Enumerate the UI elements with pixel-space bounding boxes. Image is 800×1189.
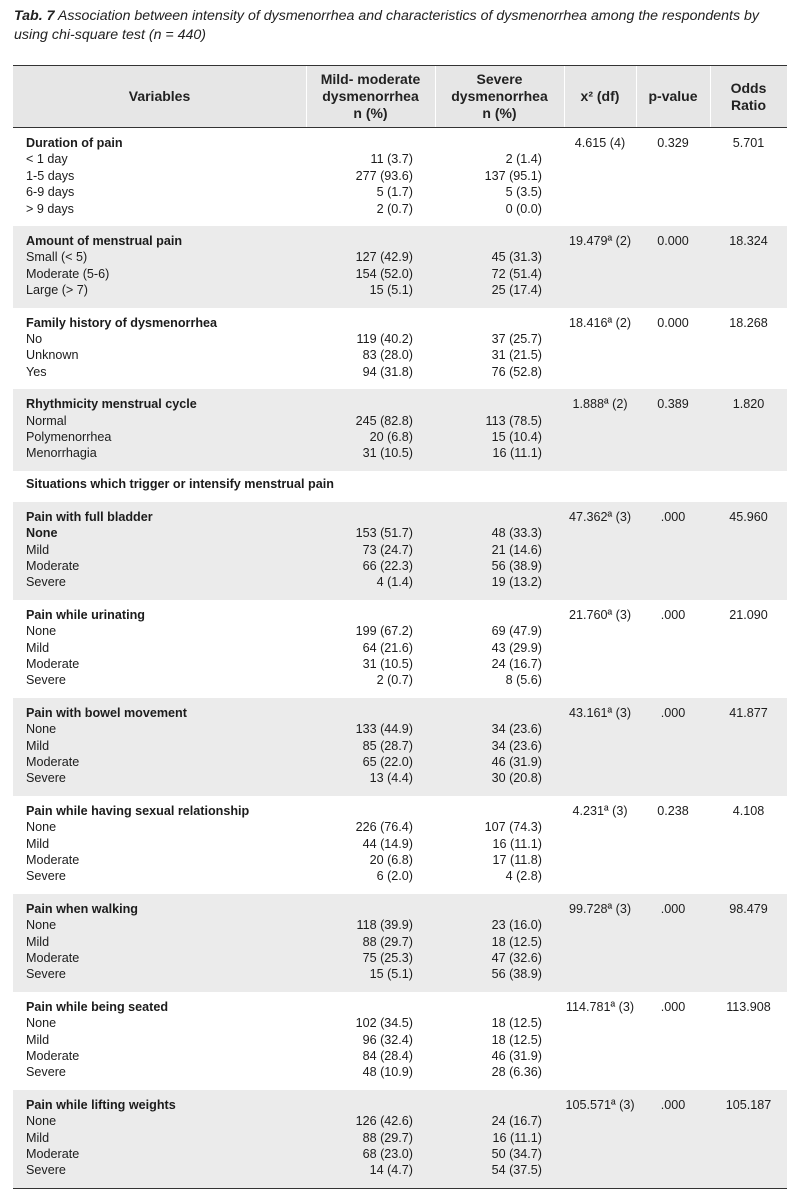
mild-moderate-count: 20 (6.8) — [369, 429, 413, 444]
mild-moderate-count: 31 (10.5) — [362, 656, 413, 671]
category-label: Mild — [26, 836, 50, 851]
mild-moderate-count: 118 (39.9) — [356, 918, 413, 933]
variable-group — [13, 894, 787, 992]
variable-group — [13, 992, 787, 1090]
variable-title: Amount of menstrual pain — [26, 234, 183, 248]
mild-moderate-count: 14 (4.7) — [369, 1163, 413, 1178]
severe-count: 15 (10.4) — [491, 429, 542, 444]
variable-group — [13, 796, 787, 894]
mild-moderate-count: 44 (14.9) — [362, 836, 413, 851]
odds-ratio-cell: 18.324 — [729, 234, 768, 248]
odds-ratio-cell: 45.960 — [729, 509, 768, 524]
odds-ratio-cell: 113.908 — [726, 999, 771, 1014]
mild-moderate-count: 96 (32.4) — [362, 1032, 413, 1047]
severe-count: 107 (74.3) — [484, 820, 542, 835]
category-label: Normal — [26, 413, 67, 428]
severe-count: 0 (0.0) — [505, 201, 542, 216]
odds-ratio-cell: 21.090 — [729, 607, 768, 622]
header-chi-square — [564, 66, 636, 127]
category-label: Mild — [26, 1032, 50, 1047]
variable-group — [13, 502, 787, 600]
mild-moderate-count: 66 (22.3) — [362, 558, 413, 573]
odds-ratio-cell: 105.187 — [725, 1097, 772, 1112]
category-label: No — [26, 331, 43, 346]
severe-count: 34 (23.6) — [491, 738, 542, 753]
severe-count: 16 (11.1) — [492, 836, 542, 851]
category-label: < 1 day — [26, 152, 68, 167]
severe-count: 28 (6.36) — [491, 1065, 542, 1080]
variable-title: Pain while being seated — [26, 999, 169, 1014]
chi-square-value: 47.362ª (3) — [568, 509, 632, 524]
p-value-cell: .000 — [660, 1097, 686, 1112]
odds-ratio-cell: 5.701 — [732, 136, 765, 150]
header-line: x² (df) — [580, 88, 620, 104]
odds-ratio-cell: 4.108 — [732, 803, 765, 818]
category-label: 6-9 days — [26, 185, 75, 200]
mild-moderate-count: 6 (2.0) — [376, 869, 413, 884]
category-label: Moderate — [26, 852, 80, 867]
header-odds-ratio — [710, 66, 787, 127]
header-variables — [13, 66, 306, 127]
p-value-cell: .000 — [660, 705, 686, 720]
category-label: Moderate — [26, 1048, 80, 1063]
category-label: Moderate — [26, 754, 80, 769]
category-label: None — [26, 1114, 57, 1129]
header-line: n (%) — [353, 105, 388, 121]
severe-count: 76 (52.8) — [491, 364, 542, 379]
category-label: Small (< 5) — [26, 250, 88, 265]
category-label: Severe — [26, 575, 66, 590]
category-label: Large (> 7) — [26, 283, 88, 298]
severe-count: 46 (31.9) — [491, 754, 542, 769]
mild-moderate-count: 4 (1.4) — [376, 575, 413, 590]
chi-square-value: 1.888ª (2) — [572, 397, 628, 412]
category-label: Yes — [26, 364, 47, 379]
header-divider — [306, 66, 307, 127]
severe-count: 47 (32.6) — [491, 950, 542, 965]
header-mild-moderate — [306, 66, 435, 127]
category-label: Mild — [26, 1130, 50, 1145]
table-caption — [14, 7, 789, 45]
mild-moderate-count: 15 (5.1) — [369, 283, 413, 298]
severe-count: 30 (20.8) — [491, 771, 542, 786]
severe-count: 113 (78.5) — [485, 413, 542, 428]
variable-group — [13, 600, 787, 698]
p-value-cell: 0.238 — [657, 803, 689, 818]
severe-count: 56 (38.9) — [491, 967, 542, 982]
section-heading-text: Situations which trigger or intensify menstrual pain — [26, 476, 334, 491]
category-label: Moderate — [26, 656, 80, 671]
chi-square-value: 21.760ª (3) — [568, 607, 632, 622]
variable-title: Family history of dysmenorrhea — [26, 315, 218, 330]
severe-count: 31 (21.5) — [491, 348, 542, 363]
category-label: None — [26, 624, 57, 639]
section-heading — [13, 471, 787, 502]
table-caption-text: Association between intensity of dysmenorrhea and characteristics of dysmenorrhea among the respondents by using chi-square test (n = 440) — [14, 8, 759, 43]
p-value-cell: .000 — [660, 509, 686, 524]
severe-count: 43 (29.9) — [491, 640, 542, 655]
mild-moderate-count: 68 (23.0) — [362, 1146, 413, 1161]
category-label: Severe — [26, 673, 66, 688]
variable-group — [13, 308, 787, 390]
variable-group — [13, 389, 787, 471]
table-header — [13, 65, 787, 128]
mild-moderate-count: 2 (0.7) — [376, 673, 413, 688]
mild-moderate-count: 2 (0.7) — [376, 201, 413, 216]
header-line: Severe — [476, 71, 523, 87]
p-value-cell: 0.000 — [657, 315, 689, 330]
header-line: Ratio — [731, 96, 766, 113]
odds-ratio-cell: 98.479 — [729, 901, 768, 916]
severe-count: 4 (2.8) — [505, 869, 542, 884]
header-divider — [564, 66, 565, 127]
chi-square-value: 4.231ª (3) — [572, 803, 628, 818]
category-label: Severe — [26, 1065, 66, 1080]
mild-moderate-count: 94 (31.8) — [362, 364, 413, 379]
category-label: Mild — [26, 934, 50, 949]
mild-moderate-count: 65 (22.0) — [362, 754, 413, 769]
variable-title: Pain with bowel movement — [26, 705, 187, 720]
mild-moderate-count: 83 (28.0) — [362, 348, 413, 363]
variable-title: Pain when walking — [26, 901, 138, 916]
table-label: Tab. 7 — [14, 8, 55, 24]
header-p-value — [636, 66, 710, 127]
severe-count: 54 (37.5) — [491, 1163, 542, 1178]
mild-moderate-count: 226 (76.4) — [355, 820, 413, 835]
header-divider — [636, 66, 637, 127]
p-value-cell: .000 — [660, 901, 686, 916]
category-label: Mild — [26, 640, 50, 655]
severe-count: 24 (16.7) — [491, 1114, 542, 1129]
header-severe — [435, 66, 564, 127]
mild-moderate-count: 13 (4.4) — [369, 771, 413, 786]
chi-square-value: 19.479ª (2) — [568, 234, 632, 248]
mild-moderate-count: 48 (10.9) — [362, 1065, 413, 1080]
chi-square-value: 114.781ª (3) — [565, 999, 635, 1014]
category-label: None — [26, 722, 57, 737]
variable-title: Pain while having sexual relationship — [26, 803, 250, 818]
header-divider — [710, 66, 711, 127]
mild-moderate-count: 31 (10.5) — [362, 446, 413, 461]
variable-title: Pain while lifting weights — [26, 1097, 176, 1112]
variable-title: Duration of pain — [26, 136, 123, 150]
mild-moderate-count: 88 (29.7) — [362, 1130, 413, 1145]
category-label: None — [26, 526, 58, 541]
severe-count: 69 (47.9) — [491, 624, 542, 639]
chi-square-value: 99.728ª (3) — [568, 901, 632, 916]
severe-count: 16 (11.1) — [492, 1130, 542, 1145]
mild-moderate-count: 20 (6.8) — [369, 852, 413, 867]
severe-count: 2 (1.4) — [505, 152, 542, 167]
mild-moderate-count: 153 (51.7) — [355, 526, 413, 541]
mild-moderate-count: 154 (52.0) — [355, 266, 413, 281]
chi-square-value: 18.416ª (2) — [568, 315, 632, 330]
variable-group — [13, 1090, 787, 1188]
category-label: > 9 days — [26, 201, 74, 216]
data-table — [13, 65, 787, 1189]
mild-moderate-count: 75 (25.3) — [362, 950, 413, 965]
odds-ratio-cell: 18.268 — [729, 315, 768, 330]
odds-ratio-cell: 1.820 — [732, 397, 765, 412]
chi-square-value: 43.161ª (3) — [568, 705, 632, 720]
severe-count: 34 (23.6) — [491, 722, 542, 737]
category-label: Moderate — [26, 1146, 80, 1161]
mild-moderate-count: 85 (28.7) — [362, 738, 413, 753]
severe-count: 37 (25.7) — [491, 331, 542, 346]
variable-title: Pain while urinating — [26, 607, 145, 622]
header-line: Mild- moderate — [320, 71, 421, 87]
header-line: n (%) — [482, 105, 517, 121]
severe-count: 19 (13.2) — [491, 575, 542, 590]
mild-moderate-count: 119 (40.2) — [356, 331, 413, 346]
header-line: dysmenorrhea — [451, 88, 548, 104]
category-label: None — [26, 820, 57, 835]
severe-count: 50 (34.7) — [491, 1146, 542, 1161]
mild-moderate-count: 127 (42.9) — [355, 250, 413, 265]
category-label: Unknown — [26, 348, 79, 363]
mild-moderate-count: 11 (3.7) — [370, 152, 413, 167]
severe-count: 45 (31.3) — [491, 250, 542, 265]
severe-count: 23 (16.0) — [491, 918, 542, 933]
category-label: Mild — [26, 738, 50, 753]
severe-count: 21 (14.6) — [491, 542, 542, 557]
mild-moderate-count: 277 (93.6) — [355, 168, 413, 183]
mild-moderate-count: 245 (82.8) — [355, 413, 413, 428]
mild-moderate-count: 84 (28.4) — [362, 1048, 413, 1063]
category-label: 1-5 days — [26, 168, 75, 183]
severe-count: 5 (3.5) — [505, 185, 542, 200]
header-divider — [435, 66, 436, 127]
mild-moderate-count: 64 (21.6) — [362, 640, 413, 655]
mild-moderate-count: 5 (1.7) — [376, 185, 413, 200]
header-line: dysmenorrhea — [322, 88, 419, 104]
odds-ratio-cell: 41.877 — [729, 705, 768, 720]
category-label: Severe — [26, 771, 66, 786]
severe-count: 16 (11.1) — [492, 446, 542, 461]
table-body — [13, 128, 787, 1188]
mild-moderate-count: 15 (5.1) — [369, 967, 413, 982]
severe-count: 25 (17.4) — [491, 283, 542, 298]
header-line: Odds — [730, 79, 767, 96]
severe-count: 48 (33.3) — [491, 526, 542, 541]
variable-group — [13, 698, 787, 796]
category-label: Polymenorrhea — [26, 429, 112, 444]
severe-count: 56 (38.9) — [491, 558, 542, 573]
chi-square-value: 4.615 (4) — [574, 136, 626, 150]
category-label: None — [26, 918, 57, 933]
category-label: Moderate — [26, 558, 80, 573]
variable-group — [13, 226, 787, 308]
p-value-cell: 0.389 — [657, 397, 689, 412]
p-value-cell: .000 — [660, 999, 686, 1014]
chi-square-value: 105.571ª (3) — [565, 1097, 635, 1112]
category-label: Severe — [26, 1163, 66, 1178]
severe-count: 72 (51.4) — [491, 266, 542, 281]
severe-count: 18 (12.5) — [491, 934, 542, 949]
severe-count: 18 (12.5) — [491, 1016, 542, 1031]
severe-count: 137 (95.1) — [484, 168, 542, 183]
category-label: Mild — [26, 542, 50, 557]
variable-title: Pain with full bladder — [26, 509, 153, 524]
variable-group — [13, 128, 787, 226]
category-label: Severe — [26, 967, 66, 982]
severe-count: 24 (16.7) — [491, 656, 542, 671]
category-label: None — [26, 1016, 57, 1031]
severe-count: 8 (5.6) — [505, 673, 542, 688]
mild-moderate-count: 73 (24.7) — [362, 542, 413, 557]
variable-title: Rhythmicity menstrual cycle — [26, 397, 197, 412]
mild-moderate-count: 199 (67.2) — [355, 624, 413, 639]
severe-count: 46 (31.9) — [491, 1048, 542, 1063]
mild-moderate-count: 102 (34.5) — [355, 1016, 413, 1031]
severe-count: 18 (12.5) — [491, 1032, 542, 1047]
mild-moderate-count: 133 (44.9) — [355, 722, 413, 737]
header-line: Variables — [128, 88, 191, 104]
p-value-cell: 0.329 — [657, 136, 689, 150]
category-label: Severe — [26, 869, 66, 884]
category-label: Menorrhagia — [26, 446, 97, 461]
header-line: p-value — [648, 88, 698, 104]
mild-moderate-count: 88 (29.7) — [362, 934, 413, 949]
p-value-cell: .000 — [660, 607, 686, 622]
category-label: Moderate — [26, 950, 80, 965]
mild-moderate-count: 126 (42.6) — [355, 1114, 413, 1129]
severe-count: 17 (11.8) — [492, 852, 542, 867]
category-label: Moderate (5-6) — [26, 266, 110, 281]
p-value-cell: 0.000 — [657, 234, 689, 248]
